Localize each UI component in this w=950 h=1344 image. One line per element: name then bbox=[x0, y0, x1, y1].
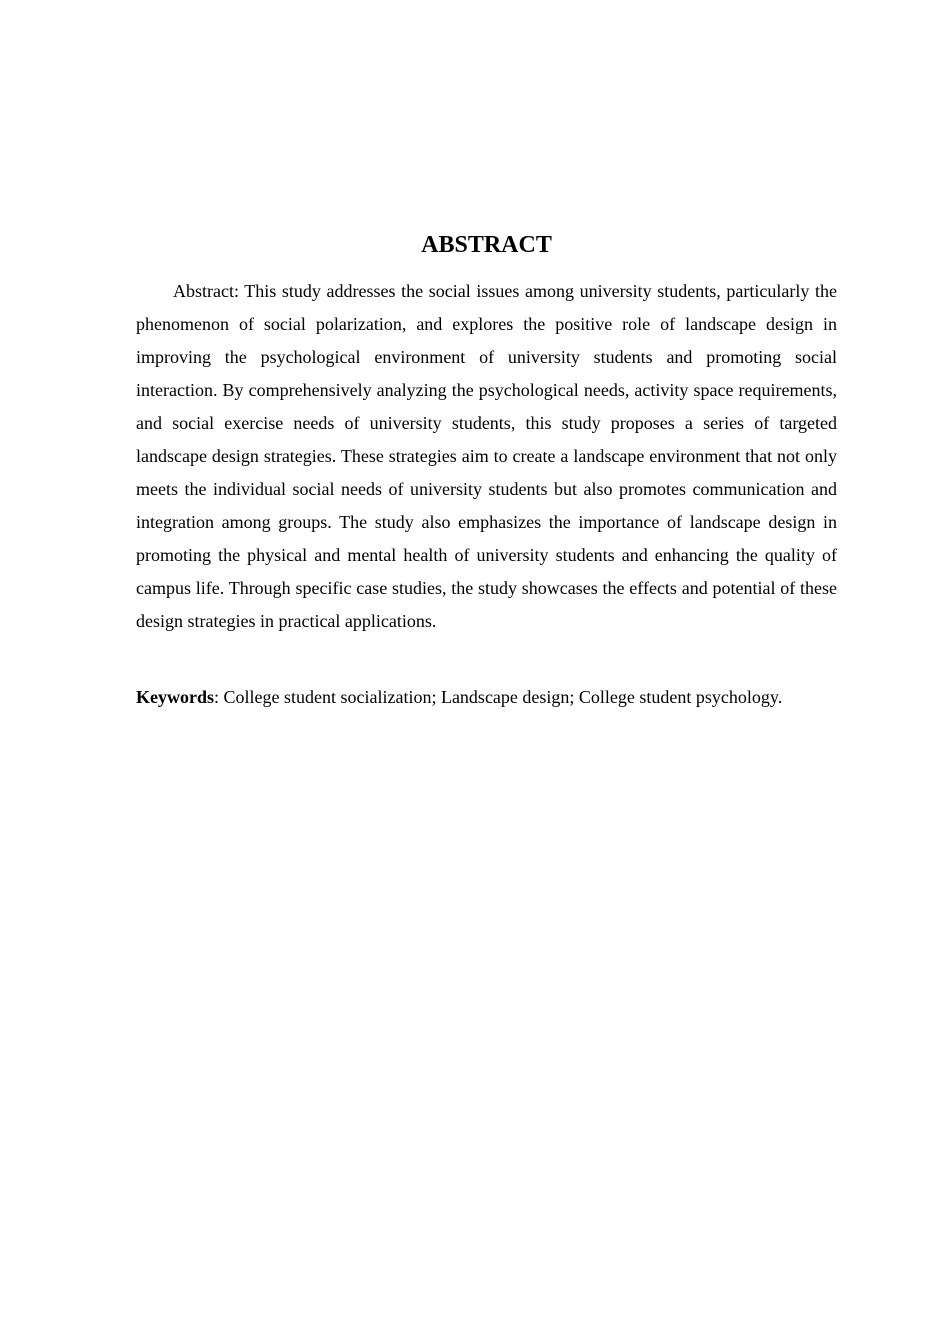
abstract-paragraph: Abstract: This study addresses the social issues among university students, particularly the phenomenon of social polarization, and explores the positive role of landscape design in improving the psychological environment of university students and promoting social interaction. By comprehensively analyzing the psychological needs, activity space requirements, and social exercise needs of university students, this study proposes a series of targeted landscape design strategies. These strategies aim to create a landscape environment that not only meets the individual social needs of university students but also promotes communication and integration among groups. The study also emphasizes the importance of landscape design in promoting the physical and mental health of university students and enhancing the quality of campus life. Through specific case studies, the study showcases the effects and potential of these design strategies in practical applications. bbox=[136, 281, 837, 631]
page-title: ABSTRACT bbox=[421, 232, 552, 258]
keywords-text: : College student socialization; Landscape design; College student psychology. bbox=[214, 687, 783, 707]
keywords-line bbox=[136, 681, 837, 714]
keywords-label: Keywords bbox=[136, 687, 214, 707]
